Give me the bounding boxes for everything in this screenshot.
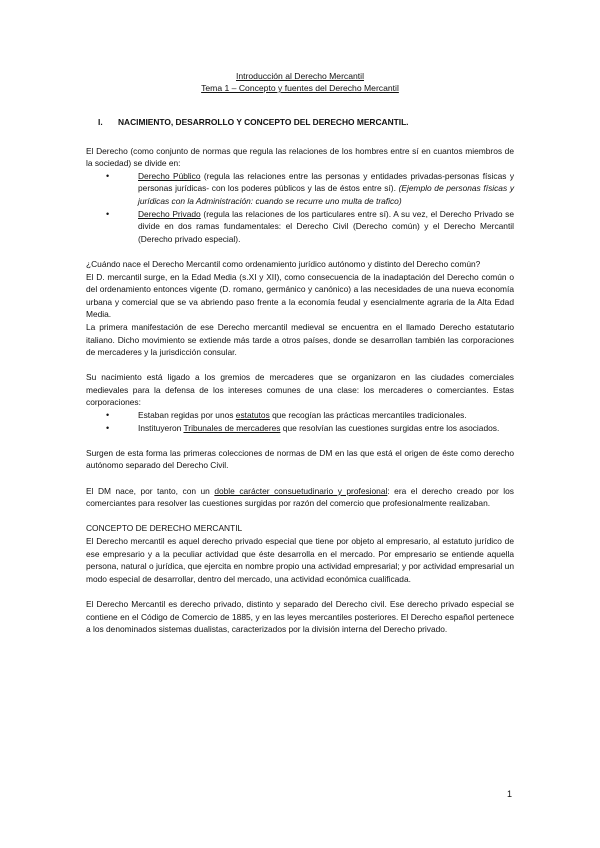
- term-tribunales: Tribunales de mercaderes: [183, 422, 281, 433]
- list-item-text: Estaban regidas por unos: [138, 410, 236, 421]
- paragraph-text: : era el derecho creado por los comerciantes para resolver las cuestiones surgidas por razón del comercio que profesionalmente realizaban.: [86, 485, 514, 509]
- list-item: [86, 208, 514, 246]
- list-item: [86, 409, 514, 422]
- term-estatutos: estatutos: [235, 410, 270, 421]
- list-item-text: que resolvían las cuestiones surgidas entre los asociados.: [280, 422, 500, 433]
- list-item-example: (Ejemplo de personas físicas y jurídicas con la Administración: cuando se recurre uno multa de trafico): [138, 183, 515, 206]
- page-content: [86, 70, 514, 636]
- document-subtitle: Tema 1 – Concepto y fuentes del Derecho Mercantil: [201, 83, 399, 93]
- paragraph-derecho-privado: El Derecho Mercantil es derecho privado, distinto y separado del Derecho civil. Ese derecho privado especial se contiene en el Código de Comercio de 1885, y en las leyes mercantiles posteriores. El Derecho español pertenece a los denominados sistemas dualistas, caracterizados por la división interna del Derecho privado.: [86, 598, 514, 635]
- section-heading-text: NACIMIENTO, DESARROLLO Y CONCEPTO DEL DERECHO MERCANTIL.: [118, 117, 409, 127]
- paragraph-gremios: Su nacimiento está ligado a los gremios de mercaderes que se organizaron en las ciudades comerciales medievales para la defensa de los intereses comunes de una clase: los mercaderes o comerciantes. Estas corporaciones:: [86, 372, 514, 408]
- paragraph-edad-media: El D. mercantil surge, en la Edad Media (s.XI y XII), como consecuencia de la inadaptación del Derecho común o del ordenamiento entonces vigente (D. romano, germánico y canónico) a las necesidades de una nueva economía urbana y comercial que se va abriendo paso frente a la economía feudal y esencialmente agraria de la Alta Edad Media.: [86, 271, 514, 320]
- bullet-list-derecho: [86, 170, 514, 246]
- bullet-list-corporaciones: [86, 409, 514, 434]
- list-item-text: que recogían las prácticas mercantiles tradicionales.: [269, 410, 467, 421]
- list-item-text: (regula las relaciones entre las personas y entidades privadas-personas físicas y personas jurídicas- con los poderes públicos y las de éstos entre sí).: [138, 170, 515, 194]
- paragraph-derecho-division: El Derecho (como conjunto de normas que regula las relaciones de los hombres entre sí en cuantos miembros de la sociedad) se divide en:: [86, 145, 514, 169]
- term-doble-caracter: doble carácter consuetudinario y profesional: [214, 485, 388, 496]
- list-item: [86, 170, 514, 208]
- list-item: [86, 422, 514, 435]
- paragraph-doble-caracter: [86, 485, 514, 510]
- page-number: 1: [507, 789, 513, 799]
- list-item-text: (regula las relaciones de los particulares entre sí). A su vez, el Derecho Privado se divide en dos ramas fundamentales: el Derecho Civil (Derecho común) y el Derecho Mercantil (Derecho privado especial).: [138, 208, 514, 244]
- section-number: I.: [98, 117, 103, 127]
- section-heading: [86, 116, 514, 129]
- term-derecho-privado: Derecho Privado: [138, 208, 201, 219]
- document-title: Introducción al Derecho Mercantil: [235, 71, 364, 81]
- list-item-text: Instituyeron: [138, 422, 184, 433]
- paragraph-concepto: El Derecho mercantil es aquel derecho privado especial que tiene por objeto al empresario, al estatuto jurídico de ese empresario y a la peculiar actividad que éste desarrolla en el mercado. Por empresario se entiende aquella persona, natural o jurídica, que ejercita en nombre propio una actividad empresarial; y por actividad empresarial un modo especial de desarrollar, dentro del mercado, una actividad económica cualificada.: [86, 536, 514, 584]
- subheading-concepto: CONCEPTO DE DERECHO MERCANTIL: [86, 523, 243, 534]
- term-derecho-publico: Derecho Público: [138, 170, 201, 181]
- question-origen: ¿Cuándo nace el Derecho Mercantil como ordenamiento jurídico autónomo y distinto del Derecho común?: [86, 258, 481, 269]
- paragraph-derecho-estatutario: La primera manifestación de ese Derecho mercantil medieval se encuentra en el llamado Derecho estatutario italiano. Dicho movimiento se extiende más tarde a otros países, donde se desarrollan también las corporaciones de mercaderes y la jurisdicción consular.: [86, 321, 514, 358]
- paragraph-colecciones: Surgen de esta forma las primeras colecciones de normas de DM en las que está el origen de éste como derecho autónomo separado del Derecho Civil.: [86, 447, 514, 471]
- paragraph-text: El DM nace, por tanto, con un: [86, 485, 215, 496]
